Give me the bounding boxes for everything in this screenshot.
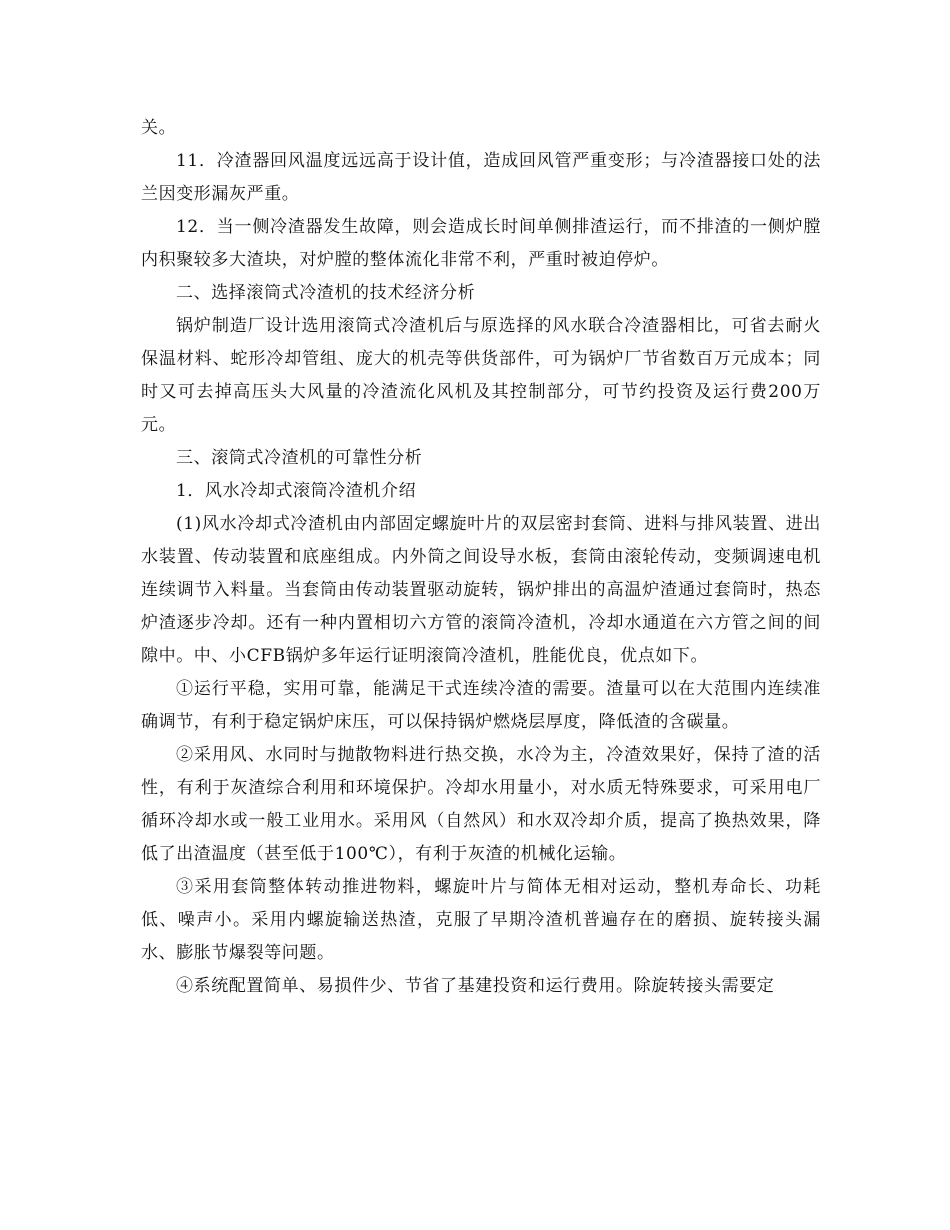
paragraph: 11．冷渣器回风温度远远高于设计值，造成回风管严重变形；与冷渣器接口处的法兰因变形漏灰严重。 [141,151,821,204]
section-heading: 二、选择滚筒式冷渣机的技术经济分析 [176,283,476,303]
paragraph: ①运行平稳，实用可靠，能满足干式连续冷渣的需要。渣量可以在大范围内连续准确调节，有利于稳定锅炉床压，可以保持锅炉燃烧层厚度，降低渣的含碳量。 [141,679,821,732]
paragraph: 12．当一侧冷渣器发生故障，则会造成长时间单侧排渣运行，而不排渣的一侧炉膛内积聚较多大渣块，对炉膛的整体流化非常不利，严重时被迫停炉。 [141,217,821,270]
paragraph: 锅炉制造厂设计选用滚筒式冷渣机后与原选择的风水联合冷渣器相比，可省去耐火保温材料、蛇形冷却管组、庞大的机壳等供货部件，可为锅炉厂节省数百万元成本；同时又可去掉高压头大风量的冷渣流化风机及其控制部分，可节约投资及运行费200万元。 [141,316,821,435]
body-text [141,112,821,1003]
paragraph: ②采用风、水同时与抛散物料进行热交换，水冷为主，冷渣效果好，保持了渣的活性，有利于灰渣综合利用和环境保护。冷却水用量小，对水质无特殊要求，可采用电厂循环冷却水或一般工业用水。采用风（自然风）和水双冷却介质，提高了换热效果，降低了出渣温度（甚至低于100℃），有利于灰渣的机械化运输。 [141,745,821,864]
paragraph: ④系统配置简单、易损件少、节省了基建投资和运行费用。除旋转接头需要定 [176,976,775,996]
paragraph: ③采用套筒整体转动推进物料，螺旋叶片与简体无相对运动，整机寿命长、功耗低、噪声小。采用内螺旋输送热渣，克服了早期冷渣机普遍存在的磨损、旋转接头漏水、膨胀节爆裂等问题。 [141,877,821,963]
section-heading: 三、滚筒式冷渣机的可靠性分析 [176,448,423,468]
paragraph: (1)风水冷却式冷渣机由内部固定螺旋叶片的双层密封套筒、进料与排风装置、进出水装置、传动装置和底座组成。内外筒之间设导水板，套筒由滚轮传动，变频调速电机连续调节入料量。当套筒由传动装置驱动旋转，锅炉排出的高温炉渣通过套筒时，热态炉渣逐步冷却。还有一种内置相切六方管的滚筒冷渣机，冷却水通道在六方管之间的间隙中。中、小CFB锅炉多年运行证明滚筒冷渣机，胜能优良，优点如下。 [141,514,821,666]
paragraph: 关。 [141,118,177,138]
subsection-heading: 1．风水冷却式滚筒冷渣机介绍 [176,481,417,501]
